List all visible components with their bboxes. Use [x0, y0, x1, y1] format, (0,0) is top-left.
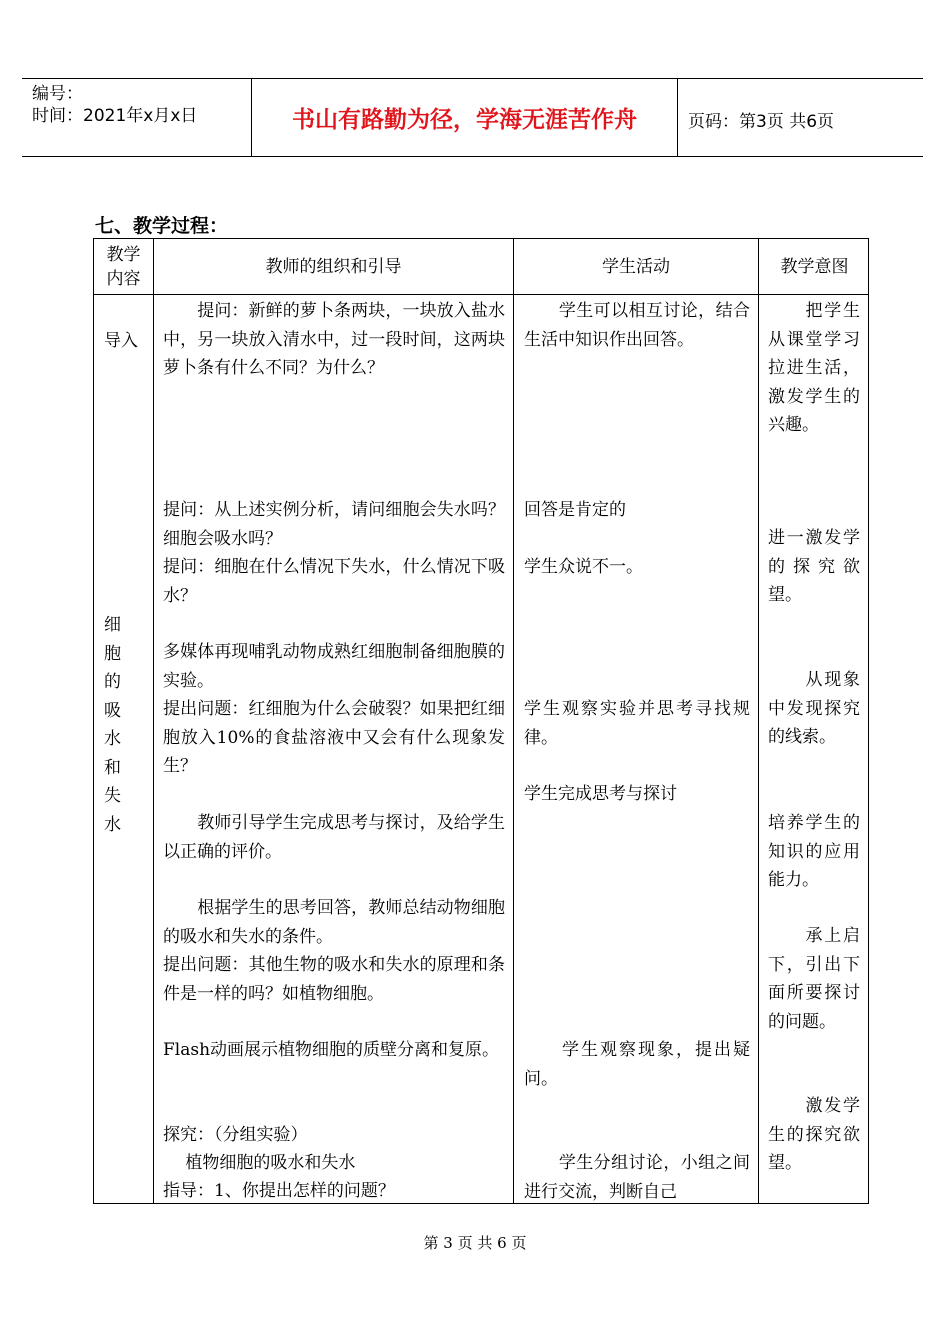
teaching-intent: 进一激发学的探究欲望。	[768, 528, 860, 605]
teaching-intent: 激发学生的探究欲望。	[768, 1096, 860, 1173]
header-student: 学生活动	[602, 256, 670, 277]
header-page-info: 页码：第3页 共6页	[688, 112, 835, 132]
time-label: 时间：2021年x月x日	[32, 106, 198, 126]
header-content: 教学内容	[106, 244, 141, 289]
teaching-process-table	[93, 238, 869, 1204]
teacher-step: 根据学生的思考回答，教师总结动物细胞的吸水和失水的条件。	[163, 898, 505, 947]
teacher-step: 植物细胞的吸水和失水	[163, 1153, 356, 1173]
header-divider	[677, 79, 678, 156]
student-activity: 学生观察现象，提出疑问。	[524, 1040, 750, 1089]
header-motto: 书山有路勤为径，学海无涯苦作舟	[292, 107, 637, 133]
table-column-divider	[758, 239, 759, 1203]
teaching-intent: 从现象中发现探究的线索。	[768, 670, 860, 747]
student-activity: 学生众说不一。	[524, 557, 643, 577]
header-meta	[32, 83, 197, 127]
table-header-divider	[94, 294, 868, 295]
teacher-step: 多媒体再现哺乳动物成熟红细胞制备细胞膜的实验。	[163, 642, 505, 691]
header-intent: 教学意图	[780, 256, 849, 277]
teacher-step: Flash动画展示植物细胞的质壁分离和复原。	[163, 1040, 500, 1060]
document-header	[22, 78, 923, 157]
page-footer: 第 3 页 共 6 页	[423, 1234, 527, 1252]
teacher-step: 指导：1、你提出怎样的问题？	[163, 1181, 395, 1201]
student-activity: 学生完成思考与探讨	[524, 784, 677, 804]
teaching-intent: 把学生从课堂学习拉进生活，激发学生的兴趣。	[768, 301, 860, 435]
table-column-divider	[513, 239, 514, 1203]
content-intro: 导入	[104, 331, 138, 351]
teaching-intent: 承上启下，引出下面所要探讨的问题。	[768, 926, 860, 1032]
student-activity: 学生观察实验并思考寻找规律。	[524, 699, 750, 748]
table-column-divider	[153, 239, 154, 1203]
header-teacher: 教师的组织和引导	[265, 256, 402, 277]
teacher-step: 提问：细胞在什么情况下失水，什么情况下吸水？	[163, 557, 505, 606]
teacher-step: 探究：（分组实验）	[163, 1125, 308, 1145]
teacher-step: 提问：从上述实例分析，请问细胞会失水吗？细胞会吸水吗？	[163, 500, 505, 549]
content-topic: 细胞的吸水和失水	[104, 615, 121, 835]
student-activity: 学生分组讨论，小组之间进行交流，判断自己	[524, 1153, 750, 1202]
teacher-step: 提出问题：其他生物的吸水和失水的原理和条件是一样的吗？如植物细胞。	[163, 955, 505, 1004]
section-title: 七、教学过程：	[95, 215, 229, 237]
teacher-step: 教师引导学生完成思考与探讨，及给学生以正确的评价。	[163, 813, 505, 862]
teacher-step: 提问：新鲜的萝卜条两块，一块放入盐水中，另一块放入清水中，过一段时间，这两块萝卜条有什么不同？为什么？	[163, 301, 505, 378]
teaching-intent: 培养学生的知识的应用能力。	[768, 813, 860, 890]
number-label: 编号：	[32, 84, 83, 104]
student-activity: 回答是肯定的	[524, 500, 626, 520]
teacher-step: 提出问题：红细胞为什么会破裂？如果把红细胞放入10%的食盐溶液中又会有什么现象发生？	[163, 699, 505, 776]
student-activity: 学生可以相互讨论，结合生活中知识作出回答。	[524, 301, 750, 350]
